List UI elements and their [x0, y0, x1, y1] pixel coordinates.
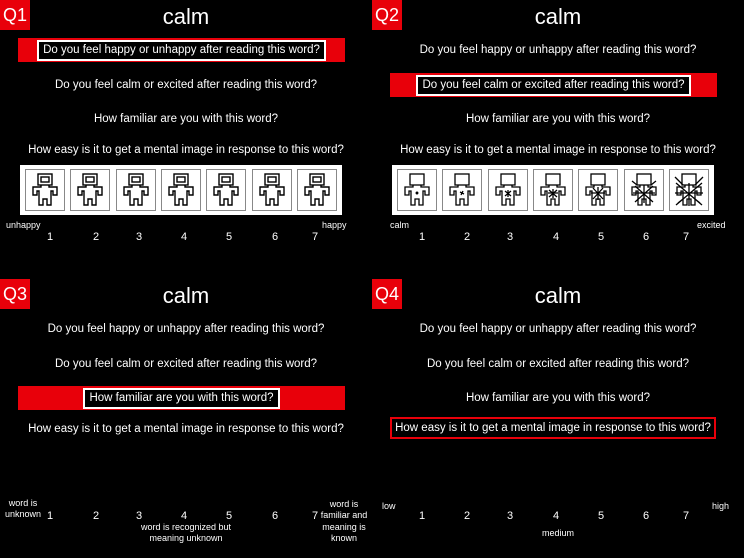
stimulus-word: calm: [534, 4, 582, 29]
scale-middle-anchor: word is recognized but meaning unknown: [140, 522, 232, 544]
question-arousal[interactable]: [0, 352, 372, 376]
scale-point-7[interactable]: 7: [311, 510, 319, 522]
scale-point-3[interactable]: 3: [506, 510, 514, 522]
question-familiarity[interactable]: [372, 107, 744, 131]
scale-point-6[interactable]: 6: [642, 510, 650, 522]
scale-point-6[interactable]: 6: [271, 510, 279, 522]
scale-point-2[interactable]: 2: [92, 231, 100, 243]
scale-point-5[interactable]: 5: [225, 510, 233, 522]
question-text: Do you feel calm or excited after reading this word?: [54, 358, 318, 370]
sam-arousal-6-icon[interactable]: [624, 169, 664, 211]
question-label: Q2: [372, 0, 402, 30]
question-familiarity[interactable]: [18, 386, 345, 410]
stimulus-word: calm: [162, 4, 210, 29]
question-arousal[interactable]: [372, 352, 744, 376]
sam-arousal-7-icon[interactable]: [669, 169, 709, 211]
question-imageability[interactable]: [0, 138, 372, 162]
scale-right-anchor: word is familiar and meaning is known: [320, 499, 368, 543]
panel-q3: [0, 279, 372, 558]
question-valence[interactable]: [18, 38, 345, 62]
scale-point-3[interactable]: 3: [506, 231, 514, 243]
sam-arousal-4-icon[interactable]: [533, 169, 573, 211]
sam-arousal-3-icon[interactable]: [488, 169, 528, 211]
stimulus-word: calm: [534, 283, 582, 308]
scale-point-7[interactable]: 7: [311, 231, 319, 243]
scale-point-7[interactable]: 7: [682, 510, 690, 522]
question-text: How easy is it to get a mental image in response to this word?: [28, 423, 344, 435]
scale-point-5[interactable]: 5: [597, 231, 605, 243]
sam-manikin-icon[interactable]: [206, 169, 246, 211]
scale-point-1[interactable]: 1: [46, 231, 54, 243]
sam-manikin-icon[interactable]: [116, 169, 156, 211]
question-text: Do you feel happy or unhappy after reading this word?: [419, 323, 697, 335]
stimulus-word: calm: [162, 283, 210, 308]
panel-q2: [372, 0, 744, 279]
sam-manikin-icon[interactable]: [25, 169, 65, 211]
scale-middle-anchor: medium: [541, 528, 574, 538]
question-imageability[interactable]: [0, 417, 372, 441]
sam-manikin-icon[interactable]: [161, 169, 201, 211]
question-text: How easy is it to get a mental image in response to this word?: [400, 144, 716, 156]
scale-point-5[interactable]: 5: [225, 231, 233, 243]
question-valence[interactable]: [0, 317, 372, 341]
question-arousal[interactable]: [390, 73, 717, 97]
scale-point-4[interactable]: 4: [552, 231, 560, 243]
scale-point-1[interactable]: 1: [418, 231, 426, 243]
question-text: How familiar are you with this word?: [93, 113, 279, 125]
question-text: Do you feel happy or unhappy after reading this word?: [47, 323, 325, 335]
rating-scale: [372, 220, 744, 260]
question-label: Q4: [372, 279, 402, 309]
scale-point-6[interactable]: 6: [642, 231, 650, 243]
rating-scale: [0, 498, 372, 544]
scale-point-6[interactable]: 6: [271, 231, 279, 243]
question-valence[interactable]: [372, 38, 744, 62]
question-familiarity[interactable]: [372, 386, 744, 410]
question-text: How familiar are you with this word?: [465, 113, 651, 125]
scale-point-4[interactable]: 4: [180, 231, 188, 243]
sam-arousal-1-icon[interactable]: [397, 169, 437, 211]
rating-scale: [372, 501, 744, 541]
question-text: How familiar are you with this word?: [83, 388, 279, 409]
question-imageability[interactable]: [372, 138, 744, 162]
question-arousal[interactable]: [0, 73, 372, 97]
question-label: Q3: [0, 279, 30, 309]
question-text: Do you feel happy or unhappy after reading this word?: [419, 44, 697, 56]
scale-point-2[interactable]: 2: [463, 231, 471, 243]
sam-arousal-2-icon[interactable]: [442, 169, 482, 211]
panel-q1: [0, 0, 372, 279]
scale-point-3[interactable]: 3: [135, 231, 143, 243]
question-imageability[interactable]: [390, 417, 716, 439]
scale-right-anchor: excited: [697, 220, 726, 230]
scale-left-anchor: low: [382, 501, 396, 511]
scale-point-2[interactable]: 2: [92, 510, 100, 522]
scale-point-3[interactable]: 3: [135, 510, 143, 522]
scale-left-anchor: unhappy: [6, 220, 41, 230]
scale-point-4[interactable]: 4: [552, 510, 560, 522]
sam-manikin-icon[interactable]: [70, 169, 110, 211]
scale-point-2[interactable]: 2: [463, 510, 471, 522]
question-text: Do you feel calm or excited after reading this word?: [54, 79, 318, 91]
rating-scale: [0, 220, 372, 260]
sam-manikin-icon[interactable]: [252, 169, 292, 211]
sam-valence-strip: [20, 165, 342, 215]
question-text: How familiar are you with this word?: [465, 392, 651, 404]
question-text: How easy is it to get a mental image in response to this word?: [395, 422, 711, 434]
question-text: Do you feel happy or unhappy after reading this word?: [37, 40, 326, 61]
scale-point-1[interactable]: 1: [46, 510, 54, 522]
sam-arousal-strip: [392, 165, 714, 215]
scale-right-anchor: high: [712, 501, 730, 511]
scale-left-anchor: calm: [390, 220, 410, 230]
scale-left-anchor: word is unknown: [4, 498, 42, 520]
scale-right-anchor: happy: [322, 220, 347, 230]
question-text: Do you feel calm or excited after reading this word?: [426, 358, 690, 370]
scale-point-5[interactable]: 5: [597, 510, 605, 522]
question-label: Q1: [0, 0, 30, 30]
sam-manikin-icon[interactable]: [297, 169, 337, 211]
sam-arousal-5-icon[interactable]: [578, 169, 618, 211]
scale-point-1[interactable]: 1: [418, 510, 426, 522]
question-familiarity[interactable]: [0, 107, 372, 131]
panel-q4: [372, 279, 744, 558]
question-text: How easy is it to get a mental image in response to this word?: [28, 144, 344, 156]
question-text: Do you feel calm or excited after reading this word?: [416, 75, 690, 96]
scale-point-4[interactable]: 4: [180, 510, 188, 522]
question-valence[interactable]: [372, 317, 744, 341]
scale-point-7[interactable]: 7: [682, 231, 690, 243]
